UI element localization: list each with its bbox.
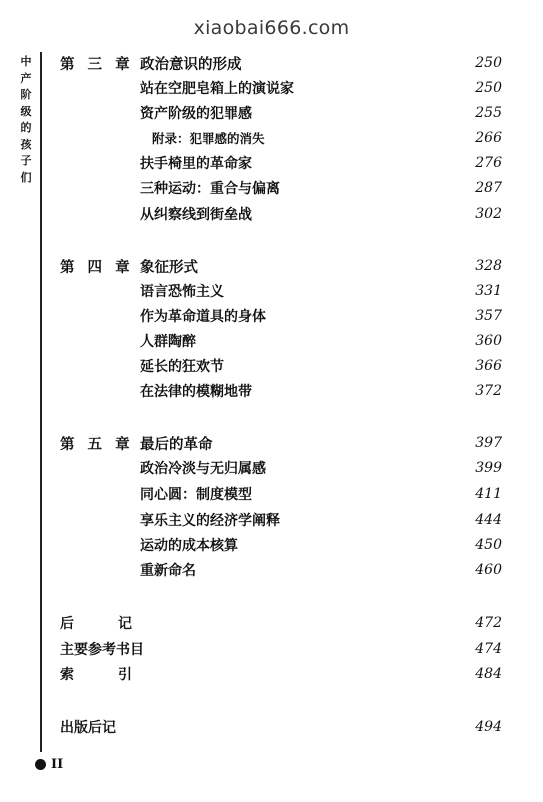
toc-entry[interactable] (60, 380, 502, 402)
page-number: 360 (475, 333, 502, 349)
margin-rule (40, 52, 42, 752)
page-number: 472 (475, 615, 502, 631)
watermark-text: xiaobai666.com (193, 17, 350, 39)
page-number: 287 (475, 180, 502, 196)
page-number: 266 (475, 130, 502, 146)
chapter-number: 第 五 章 (60, 436, 134, 453)
toc-entry[interactable] (60, 280, 502, 302)
chapter-number: 第 三 章 (60, 56, 134, 73)
section-title: 站在空肥皂箱上的演说家 (140, 81, 294, 97)
page-number: 460 (475, 562, 502, 578)
running-title-char: 孩 (20, 137, 32, 151)
page-number: 474 (475, 641, 502, 657)
running-title-char: 产 (20, 71, 32, 85)
page-number: 302 (475, 206, 502, 222)
page-number: 484 (475, 666, 502, 682)
toc-back-afterword[interactable] (60, 612, 502, 634)
page-number: 255 (475, 105, 502, 121)
toc-chapter-4[interactable] (60, 255, 502, 277)
subsection-title: 附录：犯罪感的消失 (152, 131, 265, 146)
section-title: 享乐主义的经济学阐释 (140, 513, 280, 529)
section-title: 作为革命道具的身体 (140, 309, 266, 325)
running-title-char: 的 (20, 121, 32, 134)
section-title: 延长的狂欢节 (140, 359, 224, 375)
toc-chapter-3[interactable] (60, 52, 502, 74)
page-number: 399 (475, 460, 502, 476)
toc-entry[interactable] (60, 330, 502, 352)
page-number: 411 (475, 486, 502, 502)
section-title: 从纠察线到街垒战 (140, 207, 252, 223)
page-number: 250 (475, 80, 502, 96)
section-title: 语言恐怖主义 (140, 284, 224, 300)
toc-entry[interactable] (60, 127, 502, 149)
section-title: 在法律的模糊地带 (140, 384, 252, 400)
running-title-char: 级 (20, 104, 32, 118)
page-number: 357 (475, 308, 502, 324)
chapter-title: 最后的革命 (140, 436, 213, 453)
toc-entry[interactable] (60, 457, 502, 479)
toc-entry[interactable] (60, 355, 502, 377)
page-number: 397 (475, 435, 502, 451)
page-number: 328 (475, 258, 502, 274)
bullet-icon (35, 759, 46, 770)
running-title-char: 子 (20, 154, 32, 167)
page-label: II (51, 757, 64, 772)
page-marker (35, 757, 63, 772)
toc-entry[interactable] (60, 534, 502, 556)
page-number: 444 (475, 512, 502, 528)
section-title: 资产阶级的犯罪感 (140, 106, 252, 122)
toc-entry[interactable] (60, 483, 502, 505)
back-matter-title: 主要参考书目 (60, 642, 144, 658)
toc-entry[interactable] (60, 177, 502, 199)
toc-entry[interactable] (60, 102, 502, 124)
page-number: 372 (475, 383, 502, 399)
running-title-char: 们 (20, 170, 32, 184)
back-matter-title: 出版后记 (60, 720, 116, 736)
toc-entry[interactable] (60, 305, 502, 327)
toc-back-publisher-note[interactable] (60, 716, 502, 738)
toc-entry[interactable] (60, 559, 502, 581)
toc-entry[interactable] (60, 509, 502, 531)
section-title: 人群陶醉 (140, 334, 196, 350)
toc-back-index[interactable] (60, 663, 502, 685)
running-title-char: 阶 (20, 88, 32, 101)
toc-back-bibliography[interactable] (60, 638, 502, 660)
section-title: 政治冷淡与无归属感 (140, 461, 266, 477)
page-number: 494 (475, 719, 502, 735)
back-matter-title: 后记 (60, 616, 176, 632)
section-title: 三种运动：重合与偏离 (140, 181, 280, 197)
toc-entry[interactable] (60, 152, 502, 174)
page-number: 331 (475, 283, 502, 299)
chapter-title: 象征形式 (140, 259, 198, 276)
page-number: 366 (475, 358, 502, 374)
running-title-char: 中 (20, 55, 32, 68)
page-number: 450 (475, 537, 502, 553)
page-number: 276 (475, 155, 502, 171)
section-title: 运动的成本核算 (140, 538, 238, 554)
section-title: 重新命名 (140, 563, 196, 579)
toc-chapter-5[interactable] (60, 432, 502, 454)
section-title: 扶手椅里的革命家 (140, 156, 252, 172)
page-number: 250 (475, 55, 502, 71)
section-title: 同心圆：制度模型 (140, 487, 252, 503)
toc-entry[interactable] (60, 77, 502, 99)
running-title (16, 54, 36, 186)
chapter-title: 政治意识的形成 (140, 56, 242, 73)
back-matter-title: 索引 (60, 667, 176, 683)
toc-entry[interactable] (60, 203, 502, 225)
chapter-number: 第 四 章 (60, 259, 134, 276)
